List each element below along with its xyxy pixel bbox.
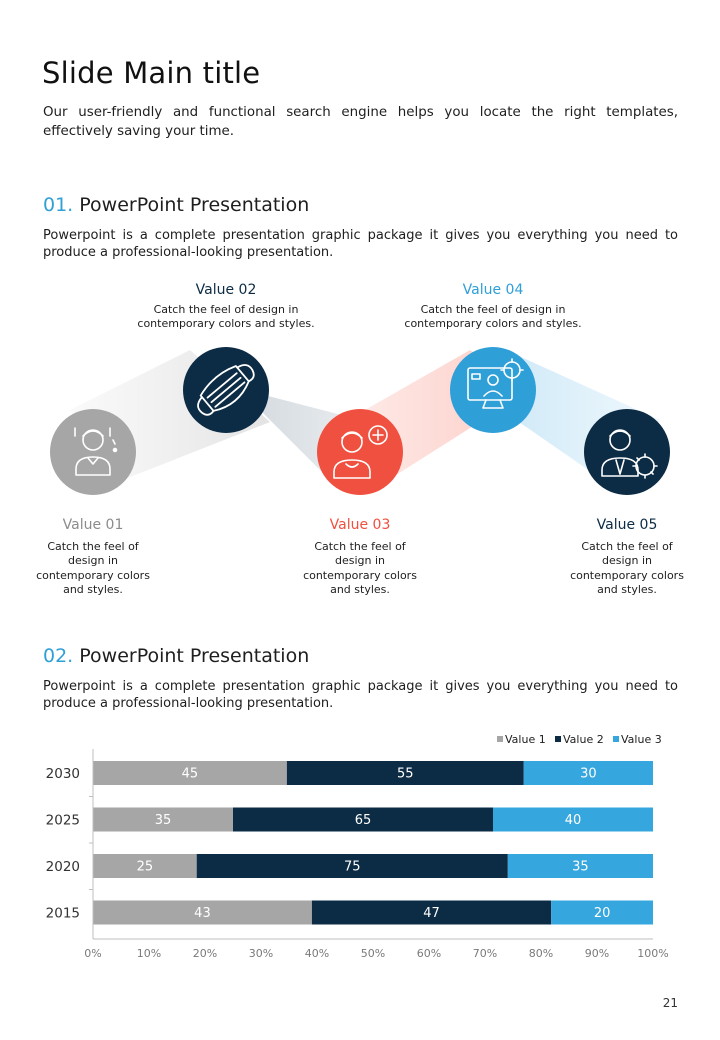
value-04-circle [450,347,536,433]
value-05-desc-line-4: and styles. [597,583,657,596]
legend-swatch-1 [497,736,503,742]
data-label: 75 [343,859,361,875]
values-timeline [0,270,720,610]
value-01-circle [50,409,136,495]
value-05-title: Value 05 [596,517,658,533]
x-tick-label: 100% [637,947,669,960]
x-tick-label: 20% [192,947,218,960]
data-label: 35 [572,859,589,875]
legend-label-2: Value 2 [563,733,604,746]
x-tick-label: 70% [472,947,498,960]
chart-bars [93,761,653,925]
data-label: 20 [593,906,611,921]
x-tick-label: 10% [136,947,162,960]
x-tick-label: 80% [528,947,554,960]
value-01-desc-line-1: Catch the feel of [47,540,139,553]
section-1-body: Powerpoint is a complete presentation graphic package it gives you everything you need to produce a professional-looking presentation. [43,228,678,260]
value-04-desc-line-1: Catch the feel of design in [420,303,566,316]
value-05-desc-line-1: Catch the feel of [581,540,673,553]
category-label: 2020 [45,859,80,875]
x-tick-label: 0% [84,947,102,960]
legend-label-1: Value 1 [505,733,546,746]
value-02-desc-line-1: Catch the feel of design in [153,303,299,316]
value-03-desc-line-1: Catch the feel of [314,540,406,553]
value-04 [450,347,536,433]
section-1-title [43,194,309,216]
data-label: 30 [580,766,597,782]
value-04-title: Value 04 [462,282,524,298]
data-label: 35 [154,813,172,828]
value-02-title: Value 02 [195,282,257,298]
value-01-title: Value 01 [62,517,124,533]
value-03-title: Value 03 [329,517,391,533]
chart-legend [497,733,662,746]
section-1-heading: PowerPoint Presentation [79,194,310,216]
data-label: 25 [136,859,154,875]
value-05-desc-line-3: contemporary colors [570,569,684,582]
value-05 [584,409,670,495]
data-label: 47 [423,906,440,921]
value-01-desc-line-2: design in [67,554,119,567]
value-04-desc-line-2: contemporary colors and styles. [404,317,582,330]
x-tick-label: 60% [416,947,442,960]
value-03-circle [317,409,403,495]
value-01 [50,409,136,495]
intro-paragraph: Our user-friendly and functional search engine helps you locate the right templates, effectively saving your time. [43,105,678,139]
category-label: 2025 [45,812,80,829]
value-05-desc-line-2: design in [601,554,653,567]
data-label: 55 [397,766,414,782]
data-label: 65 [354,813,372,828]
x-tick-label: 90% [584,947,610,960]
value-03-desc-line-4: and styles. [330,583,390,596]
x-tick-label: 30% [248,947,274,960]
value-03-desc-line-3: contemporary colors [303,569,417,582]
value-01-desc-line-4: and styles. [63,583,123,596]
legend-swatch-2 [555,736,561,742]
data-label: 43 [194,906,211,921]
value-05-circle [584,409,670,495]
value-03 [317,409,403,495]
value-03-desc-line-2: design in [334,554,386,567]
category-label: 2030 [45,766,80,782]
legend-label-3: Value 3 [621,733,662,746]
section-2-title [43,645,309,667]
section-2-body: Powerpoint is a complete presentation graphic package it gives you everything you need to produce a professional-looking presentation. [43,679,678,711]
value-01-desc-line-3: contemporary colors [36,569,150,582]
page-number: 21 [662,996,678,1010]
section-2-heading: PowerPoint Presentation [79,645,310,667]
section-2-number: 02. [43,645,74,667]
stacked-bar-chart [0,725,720,970]
section-1-number: 01. [43,194,74,216]
x-tick-label: 50% [360,947,386,960]
x-tick-label: 40% [304,947,330,960]
data-label: 40 [564,813,582,828]
value-02-desc-line-2: contemporary colors and styles. [137,317,315,330]
page-title: Slide Main title [42,56,261,90]
value-02 [183,347,269,433]
data-label: 45 [181,766,199,782]
category-label: 2015 [45,905,80,922]
legend-swatch-3 [613,736,619,742]
